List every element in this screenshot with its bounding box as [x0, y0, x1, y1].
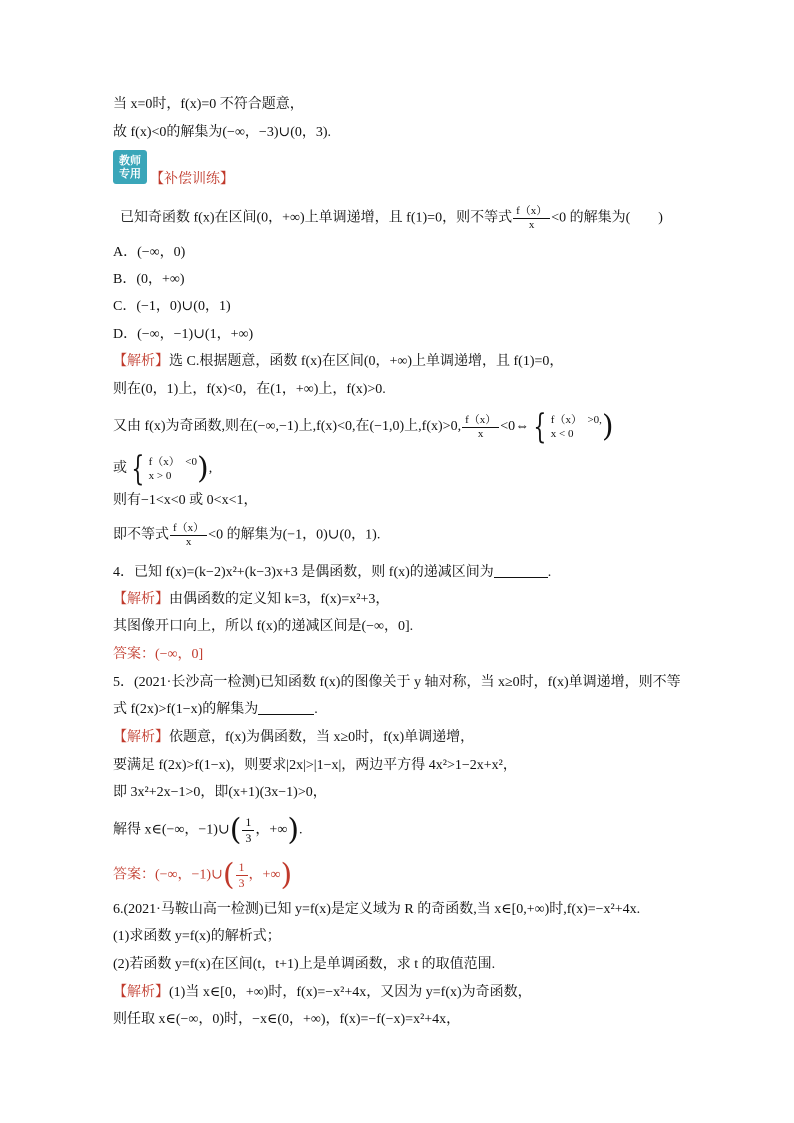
fraction: $\frac{f(x)}{x}$	[513, 205, 550, 232]
answer-line: 答案：(−∞，0]	[113, 647, 204, 662]
question-6: (2)若函数 y=f(x)在区间(t，t+1)上是单调函数，求 t 的取值范围.	[113, 957, 496, 972]
option-d: D．(−∞，−1)∪(1，+∞)	[113, 327, 254, 342]
solution-line: 即不等式 $\frac{f(x)}{x}$ <0 的解集为(−1，0)∪(0，1).	[113, 522, 381, 548]
text-line: 当 x=0时，f(x)=0 不符合题意，	[113, 97, 304, 112]
option-c: C．(−1，0)∪(0，1)	[113, 299, 231, 314]
fraction: $\frac{1}{3}$	[236, 860, 248, 891]
solution-line: 即 3x²+2x−1>0，即(x+1)(3x−1)>0，	[113, 785, 327, 800]
solution-line: 则在(0，1)上，f(x)<0，在(1，+∞)上，f(x)>0.	[113, 382, 386, 397]
fraction: $\frac{1}{3}$	[242, 815, 254, 846]
question-5: 式 f(2x)>f(1−x)的解集为 .	[113, 702, 318, 717]
solution-line: 【解析】依题意，f(x)为偶函数，当 x≥0时，f(x)单调递增，	[113, 730, 475, 745]
question-6: 6.(2021·马鞍山高一检测)已知 y=f(x)是定义域为 R 的奇函数,当 x∈[0,+∞)时,f(x)=−x²+4x.	[113, 902, 641, 917]
fraction: $\frac{f(x)}{x}$	[170, 522, 207, 549]
question-4: 4．已知 f(x)=(k−2)x²+(k−3)x+3 是偶函数，则 f(x)的递减区间为 .	[113, 565, 552, 580]
answer-line: 答案：(−∞，−1)∪( $\frac{1}{3}$ ，+∞)	[113, 857, 293, 893]
solution-line: 解得 x∈(−∞，−1)∪( $\frac{1}{3}$ ，+∞).	[113, 812, 303, 848]
fraction: $\frac{f(x)}{x}$	[462, 414, 499, 441]
section-tag: 【补偿训练】	[150, 172, 234, 187]
solution-line: 要满足 f(2x)>f(1−x)，则要求|2x|>|1−x|，两边平方得 4x²>1−2x+x²，	[113, 758, 517, 773]
solution-line: 则任取 x∈(−∞，0)时，−x∈(0，+∞)，f(x)=−f(−x)=x²+4x，	[113, 1012, 461, 1027]
question-6: (1)求函数 y=f(x)的解析式；	[113, 929, 281, 944]
solution-line: 则有−1<x<0 或 0<x<1，	[113, 493, 258, 508]
answer-blank	[258, 700, 314, 715]
solution-line: 其图像开口向上，所以 f(x)的递减区间是(−∞，0].	[113, 619, 414, 634]
option-b: B．(0，+∞)	[113, 272, 185, 287]
solution-line: 【解析】(1)当 x∈[0，+∞)时，f(x)=−x²+4x，又因为 y=f(x)为奇函数，	[113, 985, 532, 1000]
option-a: A．(−∞，0)	[113, 245, 186, 260]
solution-line: 【解析】由偶函数的定义知 k=3，f(x)=x²+3，	[113, 592, 390, 607]
solution-line: 又由 f(x)为奇函数,则在(−∞,−1)上,f(x)<0,在(−1,0)上,f(x)>0, $\frac{f(x)}{x}$ <0⇔ { f（x） >0, x < 0 )	[113, 407, 614, 447]
teacher-badge-icon: 教师 专用	[113, 150, 147, 184]
text-line: 故 f(x)<0的解集为(−∞，−3)∪(0，3).	[113, 125, 332, 140]
question-stem: 已知奇函数 f(x)在区间(0，+∞)上单调递增，且 f(1)=0，则不等式 $\frac{f(x)}{x}$ <0 的解集为( )	[120, 205, 663, 231]
solution-line: 或 { f（x） <0 x > 0 ),	[113, 449, 213, 489]
answer-blank	[494, 563, 548, 578]
equation-system: { f（x） >0, x < 0	[533, 407, 602, 447]
question-5: 5．(2021·长沙高一检测)已知函数 f(x)的图像关于 y 轴对称，当 x≥0时，f(x)单调递增，则不等	[113, 675, 681, 690]
solution-line: 【解析】选 C.根据题意，函数 f(x)在区间(0，+∞)上单调递增，且 f(1)=0，	[113, 354, 564, 369]
equation-system: { f（x） <0 x > 0	[131, 449, 198, 489]
